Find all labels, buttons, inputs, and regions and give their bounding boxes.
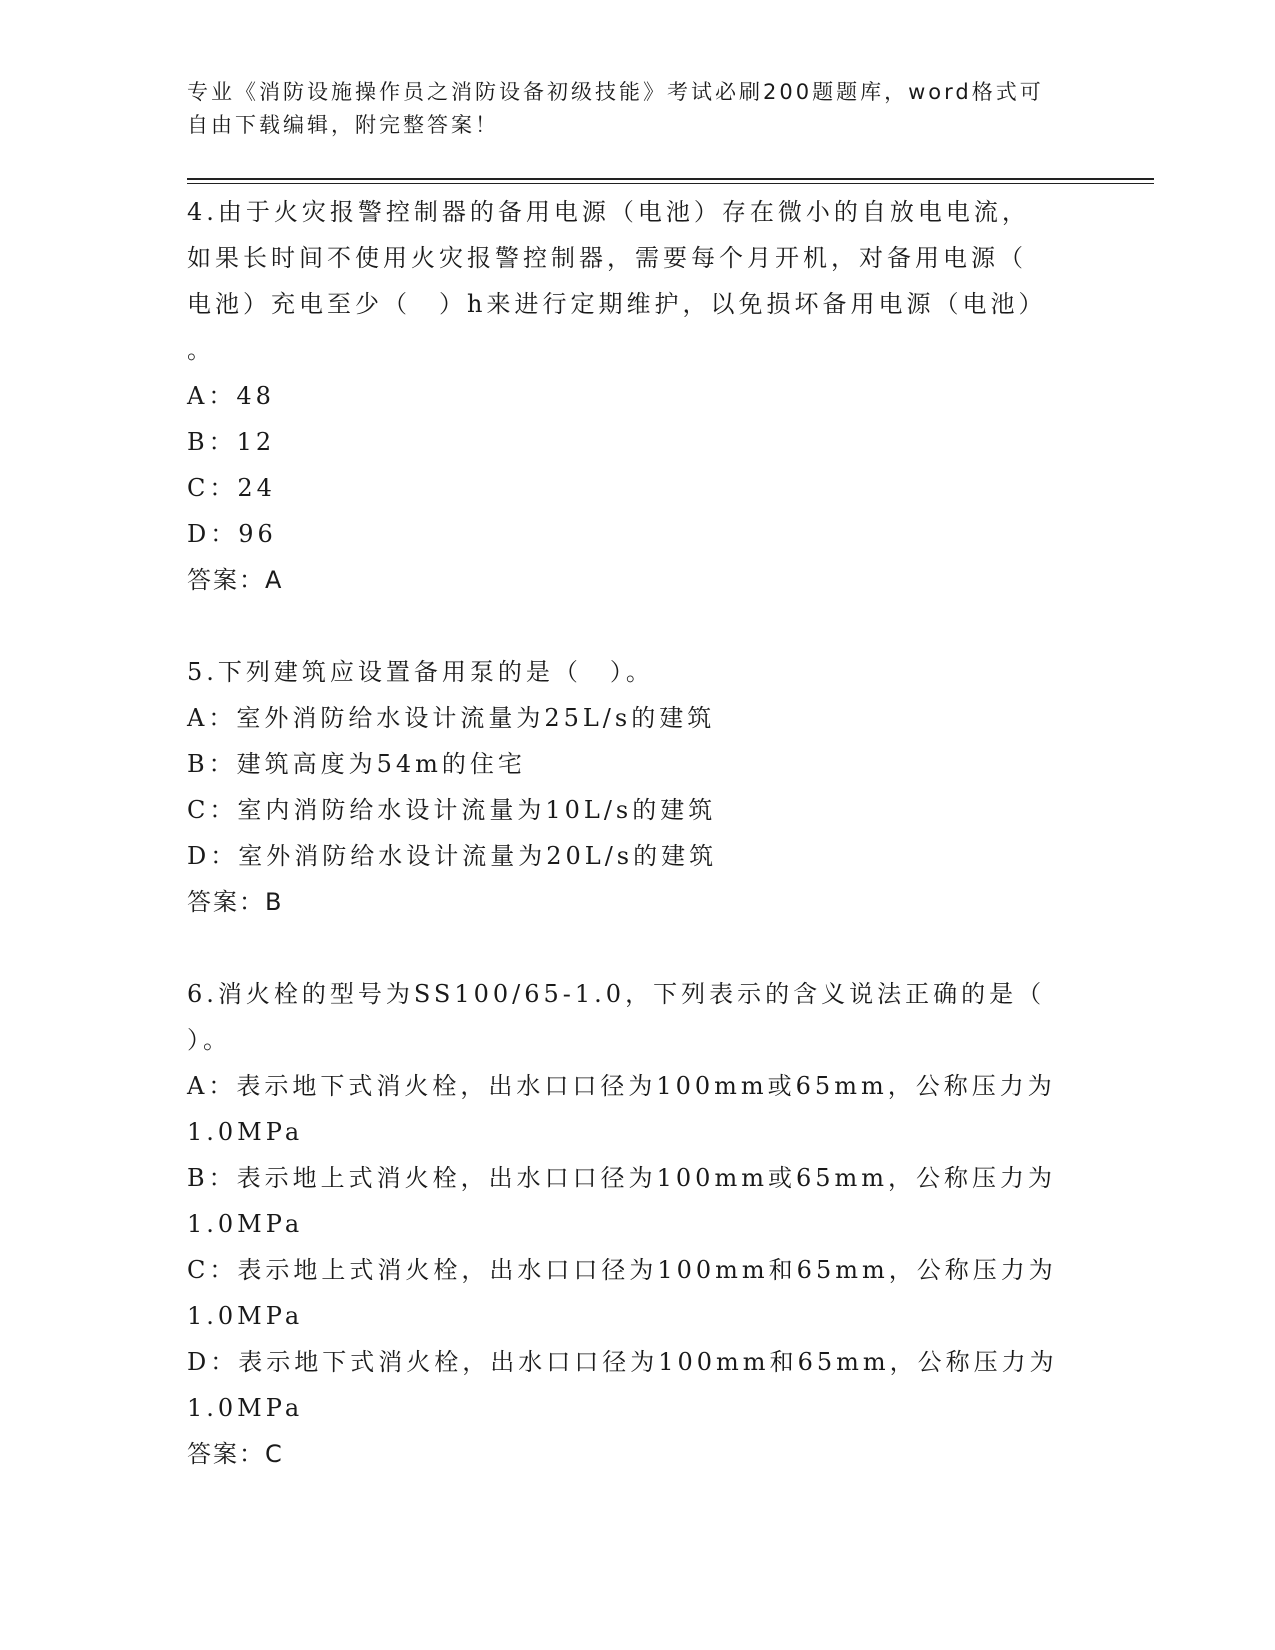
header-divider-thin <box>187 183 1154 184</box>
option-a: A：表示地下式消火栓，出水口口径为100mm或65mm，公称压力为 <box>187 1072 1056 1100</box>
stem-line: 4.由于火灾报警控制器的备用电源（电池）存在微小的自放电电流， <box>187 198 1030 226</box>
option-c: C：室内消防给水设计流量为10L/s的建筑 <box>187 796 717 824</box>
answer-text: 答案：A <box>187 566 284 594</box>
question-6 <box>187 971 1087 1477</box>
header-line-2: 自由下载编辑，附完整答案！ <box>187 113 499 137</box>
question-list <box>187 189 1087 1523</box>
question-stem <box>187 189 1087 373</box>
stem-line: 如果长时间不使用火灾报警控制器，需要每个月开机，对备用电源（ <box>187 244 1027 272</box>
option-d: D：表示地下式消火栓，出水口口径为100mm和65mm，公称压力为 <box>187 1348 1058 1376</box>
option-b-continued: 1.0MPa <box>187 1210 304 1238</box>
option-b: B：表示地上式消火栓，出水口口径为100mm或65mm，公称压力为 <box>187 1164 1057 1192</box>
question-4 <box>187 189 1087 603</box>
option-d: D：96 <box>187 520 277 548</box>
option-d: D：室外消防给水设计流量为20L/s的建筑 <box>187 842 718 870</box>
answer-text: 答案：C <box>187 1440 284 1468</box>
stem-line: ）。 <box>187 1026 231 1054</box>
stem-line: 。 <box>187 336 215 364</box>
header-divider-thick <box>187 178 1154 180</box>
option-a-continued: 1.0MPa <box>187 1118 304 1146</box>
option-c: C：24 <box>187 474 276 502</box>
header-line-1: 专业《消防设施操作员之消防设备初级技能》考试必刷200题题库，word格式可 <box>187 80 1044 104</box>
stem-line: 电池）充电至少（ ）h来进行定期维护，以免损坏备用电源（电池） <box>187 290 1047 318</box>
option-b: B：建筑高度为54m的住宅 <box>187 750 526 778</box>
question-stem <box>187 971 1087 1063</box>
question-stem <box>187 649 1087 695</box>
option-d-continued: 1.0MPa <box>187 1394 304 1422</box>
option-a: A：室外消防给水设计流量为25L/s的建筑 <box>187 704 716 732</box>
stem-line: 6.消火栓的型号为SS100/65-1.0，下列表示的含义说法正确的是（ <box>187 980 1046 1008</box>
question-5 <box>187 649 1087 925</box>
option-a: A：48 <box>187 382 275 410</box>
answer-text: 答案：B <box>187 888 284 916</box>
option-b: B：12 <box>187 428 276 456</box>
document-header <box>187 76 1067 142</box>
option-c: C：表示地上式消火栓，出水口口径为100mm和65mm，公称压力为 <box>187 1256 1057 1284</box>
stem-line: 5.下列建筑应设置备用泵的是（ ）。 <box>187 658 654 686</box>
option-c-continued: 1.0MPa <box>187 1302 304 1330</box>
